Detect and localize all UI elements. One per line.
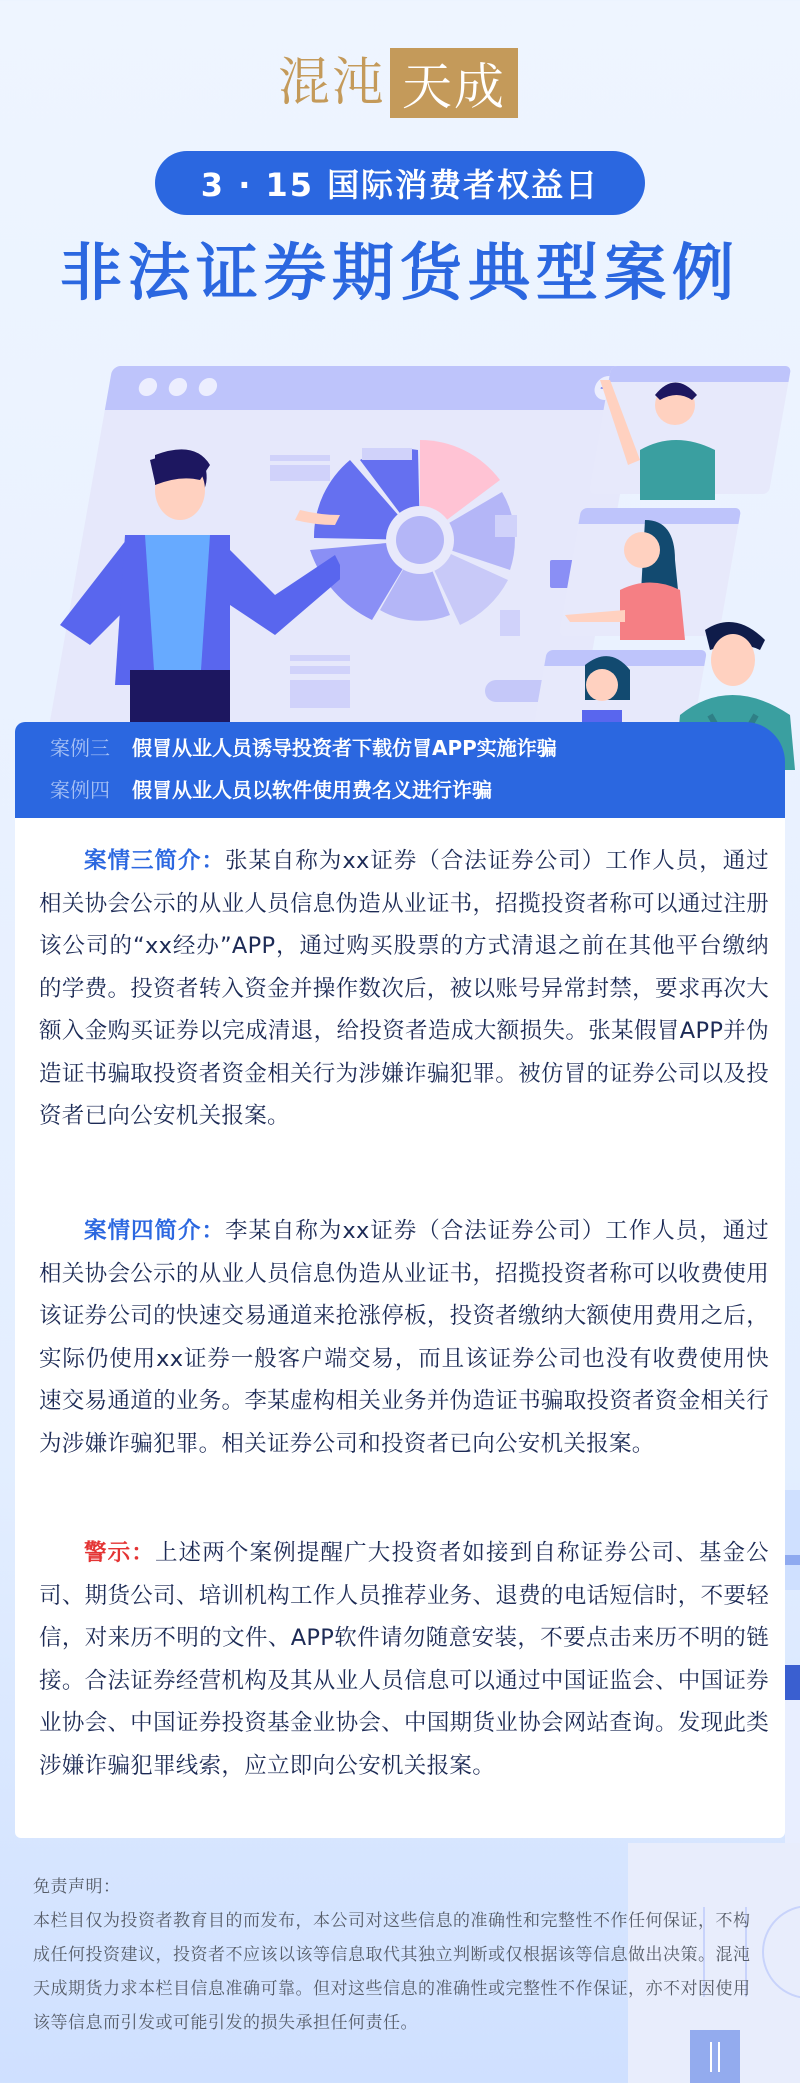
side-decoration [785, 1490, 800, 1590]
window-dot-icon [197, 378, 218, 396]
window-dot-icon [167, 378, 188, 396]
case-header-band [15, 722, 785, 818]
warning-lead: 警示： [84, 1540, 155, 1566]
page-title: 非法证券期货典型案例 [59, 236, 740, 309]
case-title: 假冒从业人员以软件使用费名义进行诈骗 [132, 778, 492, 802]
case-tag: 案例四 [50, 778, 110, 802]
warning-paragraph [39, 1532, 769, 1787]
logo-text-left: 混沌 [278, 53, 387, 113]
case-tag: 案例三 [50, 736, 110, 760]
case-title: 假冒从业人员诱导投资者下载仿冒APP实施诈骗 [132, 736, 557, 760]
case4-body: 李某自称为xx证券（合法证券公司）工作人员，通过相关协会公示的从业人员信息伪造从业证书，招揽投资者称可以收费使用该证券公司的快速交易通道来抢涨停板，投资者缴纳大额使用费用之后，实际仍使用xx证券一般客户端交易，而且该证券公司也没有收费使用快速交易通道的业务。李某虚构相关业务并伪造证书骗取投资者资金相关行为涉嫌诈骗犯罪。相关证券公司和投资者已向公安机关报案。 [39, 1218, 769, 1457]
brand-logo [278, 48, 518, 118]
case-item [50, 732, 557, 761]
case-item [50, 774, 492, 803]
case3-paragraph [39, 840, 769, 1138]
side-decoration [785, 1665, 800, 1700]
disclaimer-body: 本栏目仅为投资者教育目的而发布，本公司对这些信息的准确性和完整性不作任何保证，不构成任何投资建议，投资者不应该以该等信息取代其独立判断或仅根据该等信息做出决策。混沌天成期货力求本栏目信息准确可靠。但对这些信息的准确性或完整性不作保证，亦不对因使用该等信息而引发或可能引发的损失承担任何责任。 [33, 1911, 751, 2033]
case3-body: 张某自称为xx证券（合法证券公司）工作人员，通过相关协会公示的从业人员信息伪造从业证书，招揽投资者称可以通过注册该公司的“xx经办”APP，通过购买股票的方式清退之前在其他平台缴纳的学费。投资者转入资金并操作数次后，被以账号异常封禁，要求再次大额入金购买证券以完成清退，给投资者造成大额损失。张某假冒APP并伪造证书骗取投资者资金相关行为涉嫌诈骗犯罪。被仿冒的证券公司以及投资者已向公安机关报案。 [39, 848, 769, 1129]
remote-person-3 [560, 650, 640, 730]
window-dot-icon [137, 378, 158, 396]
disclaimer-title: 免责声明： [33, 1877, 121, 1897]
remote-person-1 [590, 370, 730, 500]
content-card [15, 818, 785, 1838]
presenter-figure [30, 440, 340, 730]
side-decoration [785, 1555, 800, 1565]
hero-illustration [0, 350, 800, 770]
disclaimer [33, 1870, 763, 2040]
logo-text-right: 天成 [390, 48, 518, 118]
warning-body: 上述两个案例提醒广大投资者如接到自称证券公司、基金公司、期货公司、培训机构工作人员推荐业务、退费的电话短信时，不要轻信，对来历不明的文件、APP软件请勿随意安装，不要点击来历不明的链接。合法证券经营机构及其从业人员信息可以通过中国证监会、中国证券业协会、中国证券投资基金业协会、中国期货业协会网站查询。发现此类涉嫌诈骗犯罪线索，应立即向公安机关报案。 [39, 1540, 769, 1779]
case4-paragraph [39, 1210, 769, 1465]
event-pill: 3 · 15 国际消费者权益日 [155, 151, 645, 215]
side-decoration [785, 1700, 800, 1850]
case4-lead: 案情四简介： [84, 1218, 225, 1244]
case3-lead: 案情三简介： [84, 848, 225, 874]
